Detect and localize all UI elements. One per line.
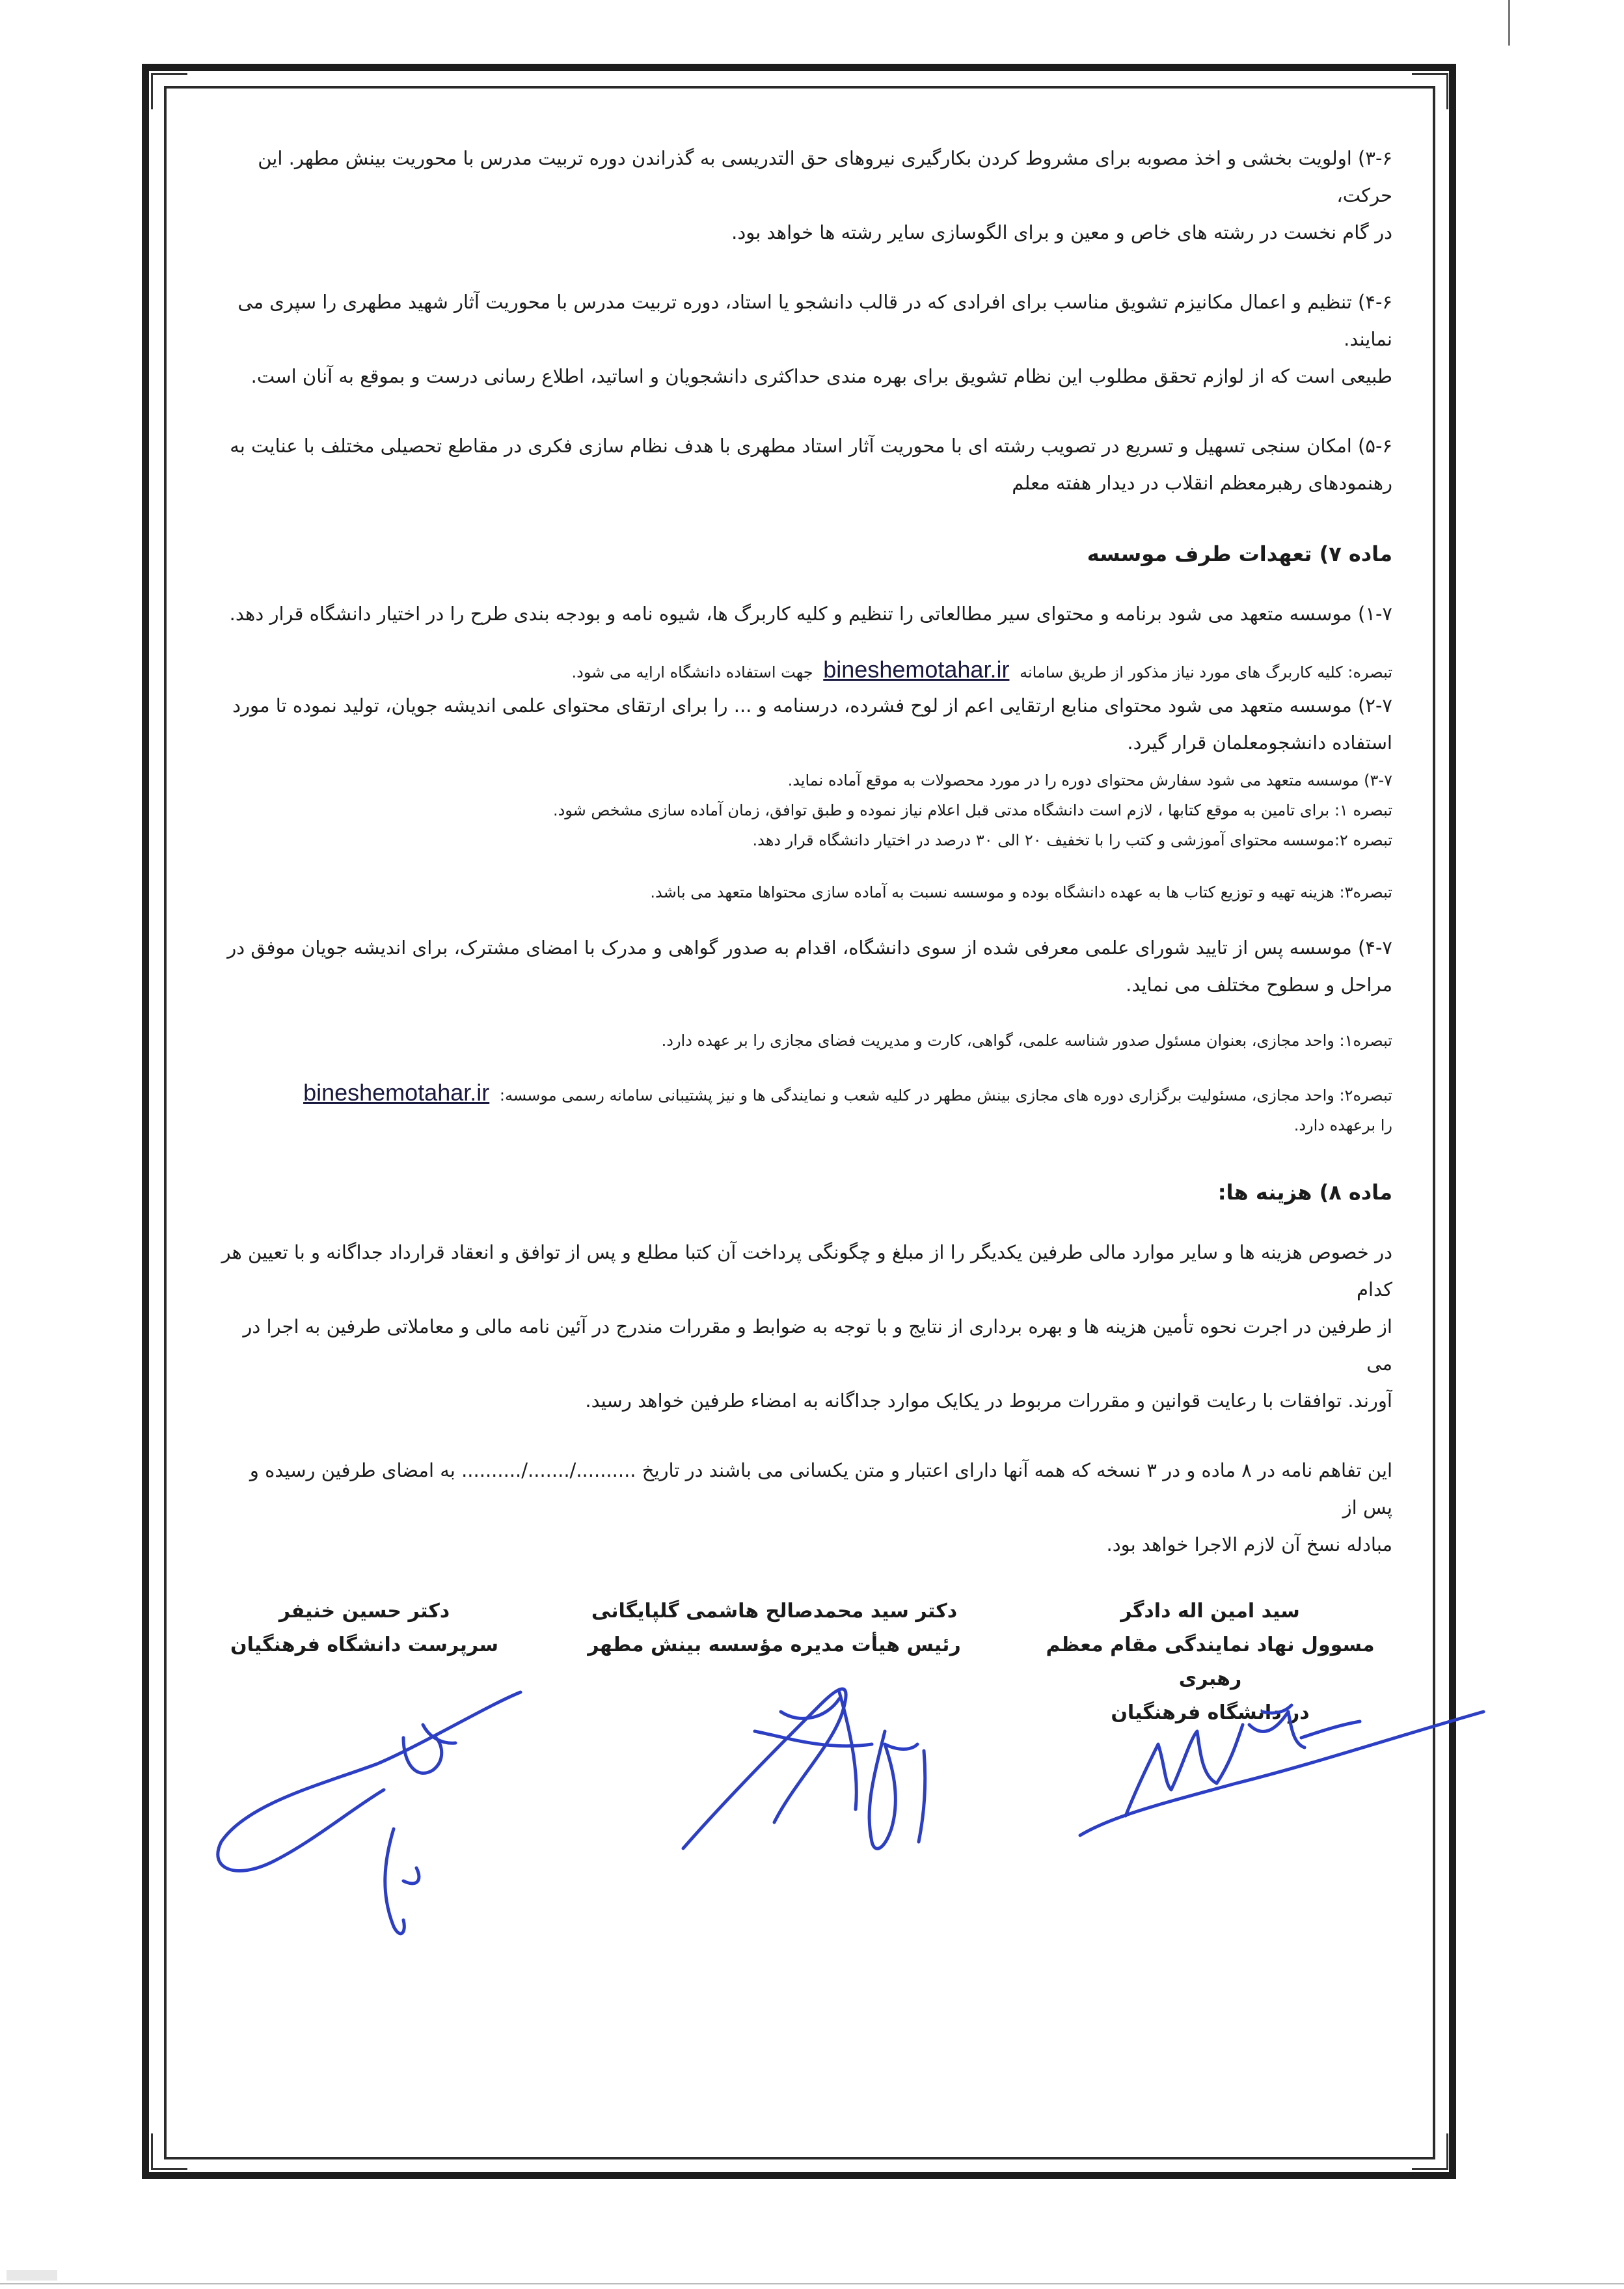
paragraph-7-3: ۳-۷) موسسه متعهد می شود سفارش محتوای دوره را در مورد محصولات به موقع آماده نماید.	[787, 771, 1392, 789]
paragraph-8-line-2: از طرفین در اجرت نحوه تأمین هزینه ها و بهره برداری از نتایج و با توجه به ضوابط و مقررات مندرج در آئین نامه مالی و معاملاتی طرفین به اجرا در می	[243, 1315, 1392, 1375]
note-7-1-text-end: جهت استفاده دانشگاه ارایه می شود.	[571, 663, 813, 681]
website-link[interactable]: bineshemotahar.ir	[303, 1079, 490, 1106]
border-corner	[1412, 2133, 1448, 2170]
signatory-title: سرپرست دانشگاه فرهنگیان	[230, 1634, 499, 1656]
border-corner	[1412, 73, 1448, 109]
note-7-4-2	[215, 1078, 1392, 1110]
paragraph-6-5-line-1: ۵-۶) امکان سنجی تسهیل و تسریع در تصویب رشته ای با محوریت آثار استاد مطهری با هدف نظام سازی فکری در مقاطع تحصیلی مختلف با عنایت به	[230, 435, 1392, 457]
paragraph-7-1: ۱-۷) موسسه متعهد می شود برنامه و محتوای سیر مطالعاتی را تنظیم و کلیه کاربرگ ها، شیوه نامه و بودجه بندی طرح را در اختیار دانشگاه قرار دهد.	[229, 603, 1392, 625]
note-7-1	[215, 655, 1392, 687]
article-8-heading: ماده ۸) هزینه ها:	[1217, 1180, 1392, 1205]
scan-mark	[1508, 0, 1510, 46]
paragraph-7-4-line-2: مراحل و سطوح مختلف می نماید.	[1126, 974, 1392, 996]
paragraph-8-line-1: در خصوص هزینه ها و سایر موارد مالی طرفین یکدیگر را از مبلغ و چگونگی پرداخت آن کتبا مطلع و پس از توافق و انعقاد قرارداد جداگانه و با تعیین هر کدام	[221, 1241, 1392, 1300]
note-7-4-2-text: تبصره۲: واحد مجازی، مسئولیت برگزاری دوره های مجازی بینش مطهر در کلیه شعب و نمایندگی ها و نیز پشتیبانی سامانه رسمی موسسه:	[499, 1086, 1392, 1104]
signatory-name: دکتر سید محمدصالح هاشمی گلپایگانی	[591, 1600, 958, 1623]
border-corner	[151, 2133, 187, 2170]
paragraph-6-5-line-2: رهنمودهای رهبرمعظم انقلاب در دیدار هفته معلم	[1012, 472, 1392, 494]
paragraph-6-3-line-2: در گام نخست در رشته های خاص و معین و برای الگوسازی سایر رشته ها خواهد بود.	[731, 221, 1392, 243]
signatory-title: مسوول نهاد نمایندگی مقام معظم رهبری	[1046, 1634, 1375, 1690]
paragraph-7-2-line-2: استفاده دانشجومعلمان قرار گیرد.	[1127, 732, 1392, 754]
website-link[interactable]: bineshemotahar.ir	[823, 656, 1010, 683]
handwritten-signature	[1067, 1686, 1490, 1855]
scan-mark	[0, 2283, 1624, 2284]
closing-line-1: این تفاهم نامه در ۸ ماده و در ۳ نسخه که همه آنها دارای اعتبار و متن یکسانی می باشند در تاریخ ........../......./.......... به امضای طرفین رسیده و پس از	[249, 1459, 1392, 1518]
note-7-3-3: تبصره۳: هزینه تهیه و توزیع کتاب ها به عهده دانشگاه بوده و موسسه نسبت به آماده سازی محتواها متعهد می باشد.	[650, 883, 1392, 901]
handwritten-signature	[208, 1666, 547, 1953]
note-7-4-2-end: را برعهده دارد.	[1293, 1116, 1392, 1134]
paragraph-6-4-line-2: طبیعی است که از لوازم تحقق مطلوب این نظام تشویق برای بهره مندی حداکثری دانشجویان و اساتید، اطلاع رسانی درست و بموقع به آنان است.	[250, 365, 1392, 387]
signatory-title: در دانشگاه فرهنگیان	[1111, 1701, 1310, 1724]
paragraph-7-4-line-1: ۴-۷) موسسه پس از تایید شورای علمی معرفی شده از سوی دانشگاه، اقدام به صدور گواهی و مدرک با امضای مشترک، برای اندیشه جویان موفق در	[227, 937, 1392, 959]
signatory-name: سید امین اله دادگر	[1120, 1600, 1300, 1623]
paragraph-7-2-line-1: ۲-۷) موسسه متعهد می شود محتوای منابع ارتقایی اعم از لوح فشرده، درسنامه و ... را برای ارتقای محتوای علمی اندیشه جویان، تولید نموده تا مورد	[232, 694, 1392, 717]
note-7-3-1: تبصره ۱: برای تامین به موقع کتابها ، لازم است دانشگاه مدتی قبل اعلام نیاز نموده و طبق توافق، زمان آماده سازی مشخص شود.	[552, 801, 1392, 819]
handwritten-signature	[677, 1653, 1015, 1874]
watermark-badge	[7, 2270, 57, 2281]
signatory-name: دکتر حسین خنیفر	[278, 1600, 450, 1623]
note-7-4-1: تبصره۱: واحد مجازی، بعنوان مسئول صدور شناسه علمی، گواهی، کارت و مدیریت فضای مجازی را بر عهده دارد.	[661, 1032, 1392, 1050]
note-7-3-2: تبصره ۲:موسسه محتوای آموزشی و کتب را با تخفیف ۲۰ الی ۳۰ درصد در اختیار دانشگاه قرار دهد.	[752, 831, 1392, 849]
paragraph-6-3-line-1: ۳-۶) اولویت بخشی و اخذ مصوبه برای مشروط کردن بکارگیری نیروهای حق التدریسی به گذراندن دوره تربیت مدرس با محوریت بینش مطهر. این حرکت،	[258, 147, 1392, 206]
border-corner	[151, 73, 187, 109]
article-7-heading: ماده ۷) تعهدات طرف موسسه	[1087, 541, 1392, 566]
paragraph-8-line-3: آورند. توافقات با رعایت قوانین و مقررات مربوط در یکایک موارد جداگانه به امضاء طرفین خواهد رسید.	[585, 1390, 1392, 1412]
closing-line-2: مبادله نسخ آن لازم الاجرا خواهد بود.	[1106, 1533, 1392, 1556]
paragraph-6-4-line-1: ۴-۶) تنظیم و اعمال مکانیزم تشویق مناسب برای افرادی که در قالب دانشجو یا استاد، دوره تربیت مدرس با محوریت آثار شهید مطهری را سپری می نمایند.	[237, 291, 1392, 350]
signatory-title: رئیس هیأت مدیره مؤسسه بینش مطهر	[588, 1634, 961, 1656]
note-7-1-text: تبصره: کلیه کاربرگ های مورد نیاز مذکور از طریق سامانه	[1020, 663, 1392, 681]
